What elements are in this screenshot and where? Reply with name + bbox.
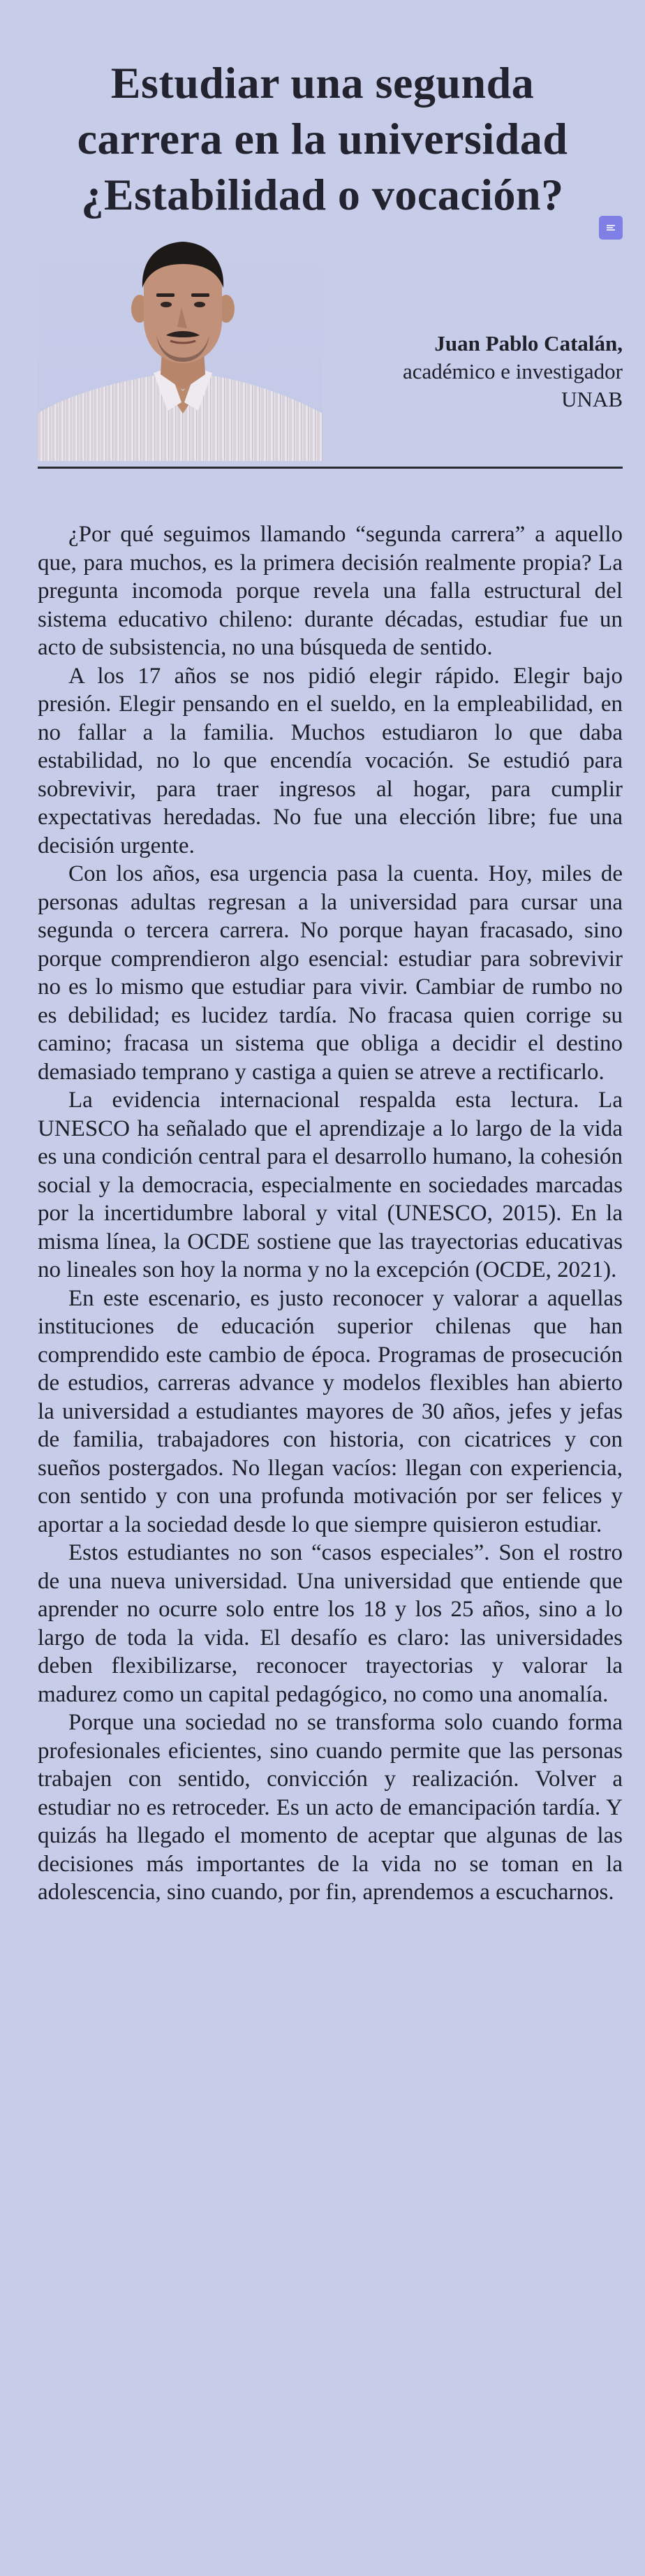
menu-button[interactable] [599, 216, 623, 240]
byline-divider [38, 467, 623, 469]
article-headline [21, 55, 624, 223]
headline-line-1: Estudiar una segunda [110, 57, 535, 108]
paragraph-5: En este escenario, es justo reconocer y valorar a aquellas instituciones de educación superior chilenas que han comprendido este cambio de época. Programas de prosecución de estudios, carreras advance y modelos flexibles han abierto la universidad a estudiantes mayores de 30 años, jefes y jefas de familia, trabajadores con historia, con cicatrices y con sueños postergados. No llegan vacíos: llegan con experiencia, con sentido y con una profunda motivación por ser felices y aportar a la sociedad desde lo que siempre quisieron estudiar. [38, 1285, 623, 1537]
paragraph-4: La evidencia internacional respalda esta lectura. La UNESCO ha señalado que el aprendizaje a lo largo de la vida es una condición central para el desarrollo humano, la cohesión social y la democracia, especialmente en sociedades marcadas por la incertidumbre laboral y vital (UNESCO, 2015). En la misma línea, la OCDE sostiene que las trayectorias educativas no lineales son hoy la norma y no la excepción (OCDE, 2021). [38, 1088, 623, 1282]
paragraph-2: A los 17 años se nos pidió elegir rápido. Elegir bajo presión. Elegir pensando en el sueldo, en la empleabilidad, en no fallar a la familia. Muchos estudiaron lo que daba estabilidad, no lo que encendía vocación. Se estudió para sobrevivir, para traer ingresos al hogar, para cumplir expectativas heredadas. No fue una elección libre; fue una decisión urgente. [38, 663, 623, 858]
author-photo [38, 230, 322, 461]
paragraph-7: Porque una sociedad no se transforma solo cuando forma profesionales eficientes, sino cuando permite que las personas trabajen con sentido, convicción y realización. Volver a estudiar no es retroceder. Es un acto de emancipación tardía. Y quizás ha llegado el momento de aceptar que algunas de las decisiones más importantes de la vida no se toman en la adolescencia, sino cuando, por fin, aprendemos a escucharnos. [38, 1710, 623, 1905]
paragraph-3: Con los años, esa urgencia pasa la cuenta. Hoy, miles de personas adultas regresan a la universidad para cursar una segunda o tercera carrera. No porque hayan fracasado, sino porque comprendieron algo esencial: estudiar para sobrevivir no es lo mismo que estudiar para vivir. Cambiar de rumbo no es debilidad; es lucidez tardía. No fracasa quien corrige su camino; fracasa un sistema que obliga a decidir el destino demasiado temprano y castiga a quien se atreve a rectificarlo. [38, 861, 623, 1085]
paragraph-1: ¿Por qué seguimos llamando “segunda carrera” a aquello que, para muchos, es la primera decisión realmente propia? La pregunta incomoda porque revela una falla estructural del sistema educativo chileno: durante décadas, estudiar fue un acto de subsistencia, no una búsqueda de sentido. [38, 522, 623, 660]
author-role: académico e investigador [402, 359, 623, 383]
paragraph-6: Estos estudiantes no son “casos especiales”. Son el rostro de una nueva universidad. Una universidad que entiende que aprender no ocurre solo entre los 18 y los 25 años, sino a lo largo de toda la vida. El desafío es claro: las universidades deben flexibilizarse, reconocer trayectorias y valorar la madurez como un capital pedagógico, no como una anomalía. [38, 1540, 623, 1707]
author-byline [335, 330, 623, 414]
lines-icon [605, 223, 616, 233]
article-body [38, 520, 623, 1907]
author-institution: UNAB [561, 387, 623, 411]
headline-line-2: carrera en la universidad [77, 113, 568, 163]
headline-line-3: ¿Estabilidad o vocación? [81, 169, 564, 219]
author-name: Juan Pablo Catalán, [434, 331, 623, 356]
